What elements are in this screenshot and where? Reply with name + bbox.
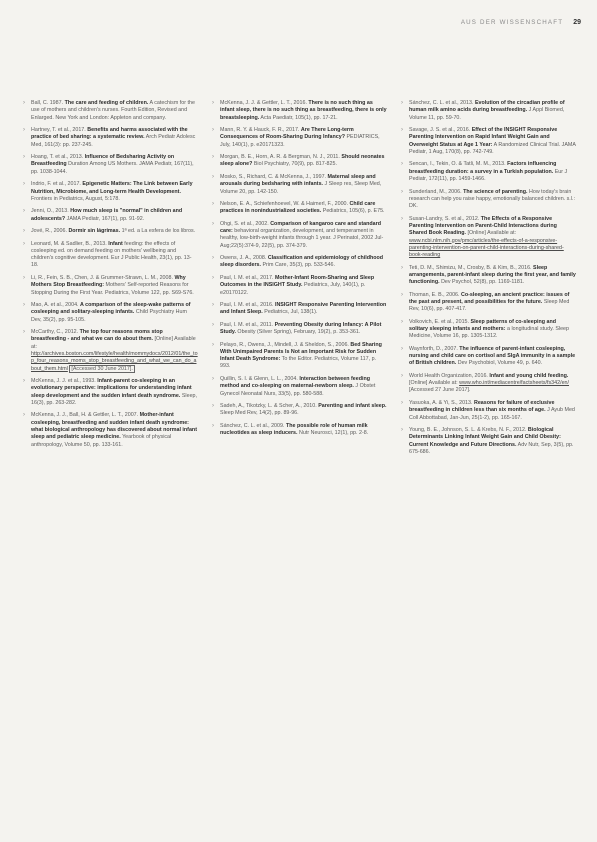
- reference-entry: [211, 100, 387, 122]
- reference-entry: [22, 208, 198, 223]
- reference-text: McKenna, J. J. & Gettler, L. T., 2016.: [220, 100, 309, 106]
- reference-title: Classification and epidemiology of childhood sleep disorders.: [220, 255, 384, 269]
- reference-entry: [211, 302, 387, 317]
- reference-entry: [400, 189, 576, 211]
- reference-text: Yasuoka, A. & Yi, S., 2013.: [409, 399, 474, 406]
- reference-title: Interaction between feeding method and co-sleeping on maternal-newborn sleep.: [220, 375, 370, 390]
- reference-title: Co-sleeping, an ancient practice: issues of the past and present, and possibilities for the future.: [409, 291, 570, 305]
- reference-text: McCarthy, C., 2012.: [31, 329, 80, 336]
- reference-column-1: [22, 100, 198, 454]
- reference-text: Pediatrics, Jul, 138(1).: [262, 309, 318, 316]
- reference-title: Should neonates sleep alone?: [220, 154, 385, 168]
- reference-text: Mosko, S., Richard, C. & McKenna, J., 1997.: [220, 173, 328, 180]
- reference-entry: [400, 427, 576, 456]
- references-columns: [22, 100, 584, 836]
- reference-entry: [211, 255, 387, 270]
- reference-title: The top four reasons moms stop breastfeeding - and what we can do about them.: [31, 329, 163, 343]
- reference-text: McKenna, J. J., Ball, H. & Gettler, L. T., 2007.: [31, 412, 140, 419]
- reference-title: The science of parenting.: [463, 188, 528, 195]
- reference-link[interactable]: www.who.int/mediacentre/factsheets/fs342/en/: [459, 380, 570, 387]
- reference-text: Teti, D. M., Shimizu, M., Crosby, B. & Kim, B., 2016.: [409, 264, 534, 271]
- reference-title: Parenting and infant sleep.: [318, 403, 387, 410]
- reference-text: To the Editor. Pediatrics, Volume 117, p. 993.: [220, 356, 377, 370]
- reference-entry: [211, 376, 387, 398]
- reference-text: Child Psychiatry Hum Dev, 35(2), pp. 95-105.: [31, 309, 187, 323]
- reference-entry: [400, 265, 576, 287]
- reference-text: Nutr Neurosci, 12(1), pp. 2-8.: [297, 430, 369, 437]
- reference-entry: [22, 302, 198, 324]
- reference-title: Comparison of kangaroo care and standard care:: [220, 220, 381, 235]
- reference-title: Influence of Bedsharing Activity on Breastfeeding: [31, 154, 175, 168]
- reference-text: Thoman, E. B., 2006.: [409, 291, 461, 298]
- reference-title: There is no such thing as infant sleep, there is no such thing as breastfeeding, there is only breastsleeping.: [220, 100, 387, 121]
- reference-text: Jové, R., 2006.: [31, 228, 69, 235]
- reference-text: Owens, J. A., 2008.: [220, 255, 268, 262]
- reference-entry: [400, 100, 576, 122]
- reference-text: A catechism for the use of mothers and children's nurses. Fourth Edition, Revised and Enlarged. New York and London: Appleton and company.: [31, 100, 195, 121]
- reference-text: Mao, A. et al., 2004.: [31, 302, 81, 309]
- reference-text: [Online] Available at:: [409, 380, 460, 387]
- reference-text: Nelson, E. A., Schiefenhoevel, W. & Haimerl, F., 2000.: [220, 201, 350, 208]
- reference-text: Adv Nutr, Sep, 3(5), pp. 675-686.: [409, 441, 574, 455]
- reference-link[interactable]: www.ncbi.nlm.nih.gov/pmc/articles/the-effects-of-a-responsive-parenting-intervention-on-parent-child-interactions-during-shared-book-reading: [409, 237, 564, 259]
- reference-text: Frontiers in Pediatrics, August, 5:178.: [31, 195, 120, 202]
- reference-text: Li, R., Fein, S. B., Chen, J. & Grummer-Strawn, L. M., 2008.: [31, 274, 175, 281]
- reference-text: Pediatrics, July, 140(1), p. e20170122.: [220, 282, 366, 296]
- reference-text: Sánchez, C. L. et al., 2013.: [409, 100, 475, 106]
- reference-title: Bed Sharing With Unimpaired Parents Is Not an Important Risk for Sudden Infant Death Syndrome:: [220, 341, 382, 363]
- reference-text: [Online] Available at:: [466, 230, 517, 237]
- reference-entry: [22, 329, 198, 373]
- reference-entry: [22, 412, 198, 448]
- reference-text: Sencan, I., Tekin, O. & Tatli, M. M., 2013.: [409, 161, 508, 168]
- reference-entry: [400, 346, 576, 368]
- reference-text: Sleep, 16(3), pp. 263-282.: [31, 392, 197, 406]
- reference-title: How much sleep is "normal" in children and adolescents?: [31, 208, 183, 222]
- reference-entry: [400, 216, 576, 260]
- reference-text: feeding: the effects of cosleeping ed. on demand feeding on mothers' wellbeing and children's cognitive development. Eur J Public Health, 23(1), pp. 13-18.: [31, 240, 192, 269]
- reference-text: J Obstet Gynecol Neonatal Nurs, 33(5), pp. 580-588.: [220, 383, 376, 397]
- page-number: 29: [573, 19, 581, 26]
- reference-text: Arch Pediatr Adolesc Med, 161(3): pp. 237-245.: [31, 134, 196, 148]
- reference-entry: [400, 400, 576, 422]
- reference-text: McKenna, J. J. et al., 1993.: [31, 378, 98, 385]
- reference-text: Mann, R. Y. & Hauck, F. R., 2017.: [220, 127, 301, 134]
- reference-text: a longitudinal study. Sleep Medicine, Volume 16, pp. 1305-1312.: [409, 326, 569, 340]
- reference-entry: [211, 342, 387, 371]
- reference-text: Sadeh, A., Tikotzky, L. & Scher, A., 2010.: [220, 403, 319, 410]
- reference-text: behavioral organization, development, and temperament in healthy, low-birth-weight infants through 1 year. J Perinatol, 2002 Jul-Aug;22(5):374-9, 22(5), pp. 374-379.: [220, 228, 384, 249]
- reference-text: J Appl Biomed, Volume 11, pp. 59-70.: [409, 107, 565, 121]
- reference-text: Paul, I. M. et al., 2017.: [220, 274, 275, 281]
- reference-column-2: [211, 100, 387, 443]
- reference-title: A comparison of the sleep-wake patterns of cosleeping and solitary-sleeping infants.: [31, 302, 191, 316]
- reference-text: Duration Among US Mothers. JAMA Pediatr, 167(11), pp. 1038-1044.: [31, 161, 194, 175]
- reference-title: Infant-parent co-sleeping in an evolutionary perspective: implications for understanding infant sleep development and the sudden infant death syndrome.: [31, 378, 192, 399]
- reference-text: PEDIATRICS, July, 140(1), p. e20171323.: [220, 134, 380, 148]
- reference-title: Effect of the INSIGHT Responsive Parenting Intervention on Rapid Infant Weight Gain and Overweight Status at Age 1 Year:: [409, 127, 558, 148]
- reference-text: Sleep Med Rev, 14(2), pp. 89-96.: [220, 410, 299, 417]
- reference-title: Are There Long-term Consequences of Room-Sharing During Infancy?: [220, 127, 354, 141]
- reference-title: Infant: [108, 240, 123, 247]
- reference-text: [Accessed 30 June 2017].: [71, 365, 133, 372]
- reference-title: Epigenetic Matters: The Link between Early Nutrition, Microbiome, and Long-term Health Development.: [31, 181, 193, 195]
- reference-text: Paul, I. M. et al., 2016.: [220, 302, 275, 309]
- reference-entry: [211, 201, 387, 216]
- reference-entry: [211, 423, 387, 438]
- reference-entry: [211, 174, 387, 196]
- reference-title: Biological Determinants Linking Infant Weight Gain and Child Obesity: Current Knowledge and Future Directions.: [409, 427, 561, 448]
- reference-text: Acta Paediatr, 105(1), pp. 17-21.: [259, 114, 338, 121]
- reference-text: Morgan, B. E., Horn, A. R. & Bergman, N. J., 2011.: [220, 154, 342, 161]
- reference-text: How today's brain research can help you raise happy, emotionally balanced children. s.l.: DK.: [409, 188, 575, 210]
- reference-text: Obesity (Silver Spring), February, 19(2), p. 353-361.: [235, 329, 361, 336]
- reference-text: Indrio, F. et al., 2017.: [31, 181, 83, 188]
- reference-text: Dev Psychol, 52(8), pp. 1169-1181.: [439, 279, 525, 286]
- reference-text: Jenni, O., 2013.: [31, 208, 71, 215]
- reference-text: Pelayo, R., Owens, J., Mindell, J. & Sheldon, S., 2006.: [220, 341, 351, 348]
- reference-title: Infant and young child feeding.: [489, 372, 569, 379]
- reference-text: 1ª ed. a La esfera de los libros.: [120, 228, 196, 235]
- reference-entry: [400, 319, 576, 341]
- reference-entry: [400, 127, 576, 156]
- reference-text: Waynforth, D., 2007.: [409, 345, 460, 352]
- reference-text: A Randomized Clinical Trial. JAMA Pediatr, 1 Aug, 170(8), pp. 742-749.: [409, 141, 576, 155]
- reference-text: Sleep Med Rev, 10(6), pp. 407-417.: [409, 298, 570, 313]
- reference-text: J Sleep res, Sleep Med, Volume 20, pp. 142-150.: [220, 181, 382, 195]
- reference-text: [Online] Available at:: [31, 336, 196, 350]
- reference-entry: [22, 241, 198, 270]
- reference-title: Child care practices in nonindustrialized societies.: [220, 201, 376, 215]
- section-title: AUS DER WISSENSCHAFT: [460, 19, 564, 26]
- reference-text: J Ayub Med Coll Abbottabad, Jan-Jun, 25(1-2), pp. 165-167.: [409, 407, 575, 421]
- reference-entry: [22, 100, 198, 122]
- reference-title: The influence of parent-infant cosleeping, nursing and child care on cortisol and SIgA immunity in a sample of British children.: [409, 345, 576, 367]
- reference-title: The Effects of a Responsive Parenting Intervention on Parent-Child Interactions during Shared Book Reading.: [409, 215, 557, 237]
- reference-entry: [211, 275, 387, 297]
- reference-title: The possible role of human milk nucleotides as sleep inducers.: [220, 422, 368, 437]
- reference-text: Yearbook of physical anthropology, Volume 50, pp. 133-161.: [31, 434, 172, 448]
- reference-entry: [211, 322, 387, 337]
- reference-entry: [400, 373, 576, 395]
- reference-text: Biol Psychiatry, 70(9), pp. 817-825.: [252, 161, 337, 168]
- reference-text: Savage, J. S. et al., 2016.: [409, 127, 472, 134]
- reference-title: Mother-Infant Room-Sharing and Sleep Outcomes in the INSIGHT Study.: [220, 274, 375, 289]
- reference-text: Ohgi, S. et al., 2002.: [220, 220, 271, 227]
- reference-text: Ball, C. 1987.: [31, 100, 65, 106]
- reference-text: Sunderland, M., 2006.: [409, 188, 464, 195]
- reference-title: Factors influencing breastfeeding duration: a survey in a Turkish population.: [409, 161, 557, 175]
- reference-text: Young, B. E., Johnson, S. L. & Krebs, N. F., 2012.: [409, 427, 528, 434]
- reference-text: Sánchez, C. L. et al., 2009.: [220, 422, 286, 429]
- reference-entry: [400, 161, 576, 183]
- reference-text: Pediatrics, 105(6), p. E75.: [321, 208, 385, 215]
- reference-entry: [22, 275, 198, 297]
- reference-text: Prim Care, 35(3), pp. 533-546.: [261, 262, 335, 269]
- reference-text: Quillin, S. I. & Glenn, L. L., 2004.: [220, 375, 300, 382]
- reference-text: [Accessed 27 June 2017].: [409, 387, 471, 394]
- reference-title: Sleep arrangements, parent-infant sleep during the first year, and family functioning.: [409, 264, 576, 286]
- reference-title: Dormir sin lágrimas.: [68, 228, 121, 235]
- reference-title: The care and feeding of children.: [64, 100, 149, 106]
- reference-entry: [22, 228, 198, 235]
- reference-text: World Health Organization, 2016.: [409, 372, 490, 379]
- reference-text: Dev Psychobiol, Volume 49, p. 640.: [456, 360, 543, 367]
- reference-text: Paul, I. M. et al., 2011.: [220, 321, 275, 328]
- reference-title: Sleep patterns of co-sleeping and solitary sleeping infants and mothers:: [409, 318, 557, 333]
- reference-entry: [211, 221, 387, 250]
- reference-entry: [22, 127, 198, 149]
- reference-title: Evolution of the circadian profile of human milk amino acids during breastfeeding.: [409, 100, 565, 114]
- reference-column-3: [400, 100, 576, 461]
- reference-title: Preventing Obesity during Infancy: A Pilot Study.: [220, 321, 382, 336]
- reference-text: Susan-Landry, S. et al., 2012.: [409, 215, 481, 222]
- reference-entry: [211, 127, 387, 149]
- reference-entry: [22, 181, 198, 203]
- reference-title: Reasons for failure of exclusive breastfeeding in children less than six months of age.: [409, 399, 555, 414]
- reference-title: Why Mothers Stop Breastfeeding:: [31, 274, 186, 289]
- reference-text: Hoang, T. et al., 2013.: [31, 154, 85, 161]
- reference-title: Benefits and harms associated with the practice of bed sharing: a systematic review.: [31, 127, 188, 141]
- reference-text: Volkovich, E. et al., 2015.: [409, 318, 471, 325]
- reference-title: Maternal sleep and arousals during bedsharing with infants.: [220, 173, 376, 188]
- reference-entry: [211, 403, 387, 418]
- reference-entry: [22, 154, 198, 176]
- reference-text: Hartney, T. et al., 2017.: [31, 127, 88, 134]
- reference-entry: [22, 378, 198, 407]
- reference-title: INSIGHT Responsive Parenting Intervention and Infant Sleep.: [220, 302, 387, 316]
- reference-text: Eur J Pediatr, 172(11), pp. 1459-1466.: [409, 168, 568, 183]
- reference-entry: [400, 292, 576, 314]
- page-header: [461, 19, 581, 26]
- reference-link[interactable]: http://archives.boston.com/lifestyle/health/mommydocs/2012/01/the_top_four_reasons_moms_stop_breastfeeding_and_what_we_can_do_about_them.html: [31, 351, 198, 372]
- reference-text: Leonard, M. & Sadlier, B., 2013.: [31, 240, 109, 247]
- reference-title: Mother-infant cosleeping, breastfeeding and sudden infant death syndrome: what biological anthropology has discovered about normal infant sleep and pediatric sleep medicine.: [31, 412, 197, 441]
- reference-entry: [211, 154, 387, 169]
- reference-text: JAMA Pediatr, 167(1), pp. 91-92.: [65, 215, 145, 222]
- reference-text: Mothers' Self-reported Reasons for Stopping During the First Year. Pediatrics, Volume 122, pp. S69-S76.: [31, 282, 194, 296]
